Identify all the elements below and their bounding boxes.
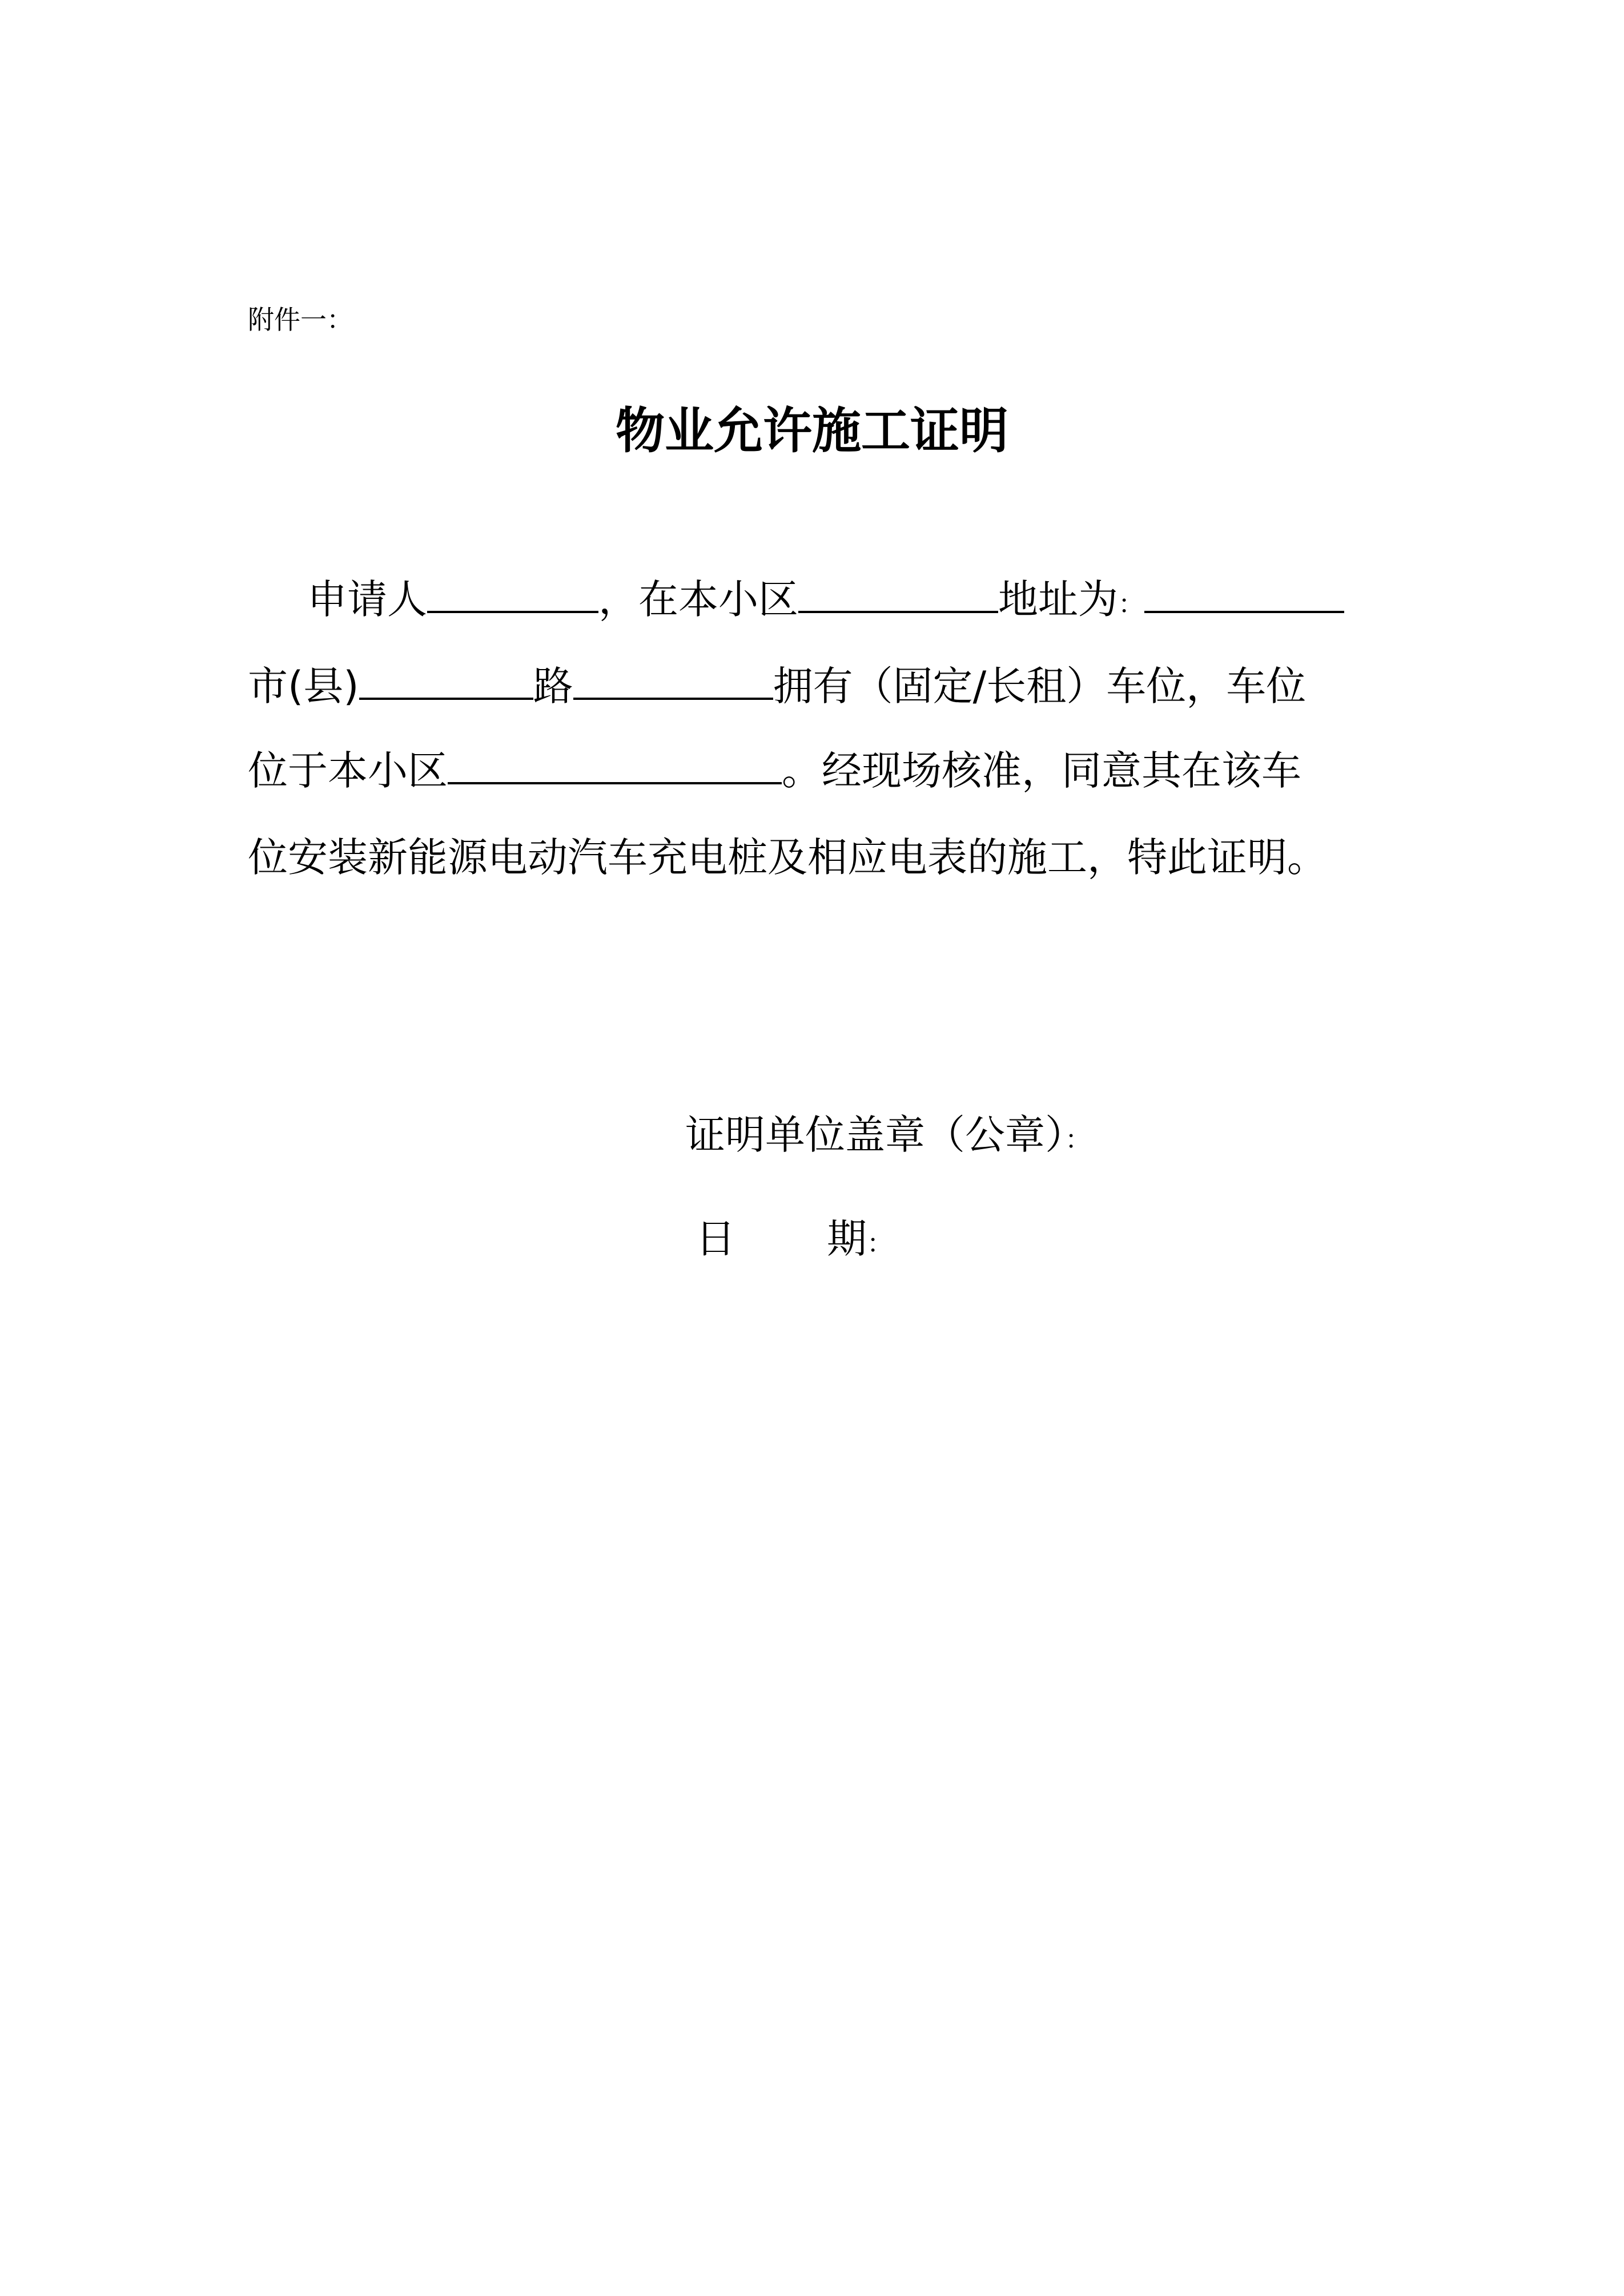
city-blank bbox=[359, 666, 533, 700]
city-label: 市(县) bbox=[248, 663, 359, 710]
body-line-1 bbox=[307, 572, 1344, 631]
road-blank bbox=[573, 666, 773, 700]
date-label-period: 期 bbox=[827, 1215, 867, 1262]
page-title: 物业允许施工证明 bbox=[616, 402, 1008, 460]
body-line-3 bbox=[248, 743, 1301, 798]
applicant-blank bbox=[427, 579, 598, 613]
date-line bbox=[696, 1211, 893, 1271]
road-label: 路 bbox=[533, 663, 573, 710]
seal-label: 证明单位盖章（公章） bbox=[685, 1111, 1065, 1158]
attachment-label: 附件一： bbox=[248, 304, 353, 335]
address-colon: ： bbox=[1118, 589, 1144, 619]
seal-colon: ： bbox=[1065, 1124, 1091, 1155]
in-community-text: ，在本小区 bbox=[598, 576, 798, 623]
address-label: 地址为 bbox=[998, 576, 1118, 623]
location-blank bbox=[448, 750, 782, 784]
address-blank bbox=[1144, 579, 1344, 613]
applicant-label: 申请人 bbox=[307, 576, 427, 623]
body-line-4: 位安装新能源电动汽车充电桩及相应电表的施工，特此证明。 bbox=[248, 834, 1327, 881]
body-line-2 bbox=[248, 659, 1306, 714]
verification-text: 。经现场核准，同意其在该车 bbox=[782, 747, 1301, 794]
date-colon: ： bbox=[867, 1228, 893, 1259]
community-blank bbox=[798, 579, 998, 613]
seal-line bbox=[685, 1107, 1091, 1167]
ownership-text: 拥有（固定/长租）车位，车位 bbox=[773, 663, 1307, 710]
date-label-day: 日 bbox=[696, 1215, 735, 1262]
location-label: 位于本小区 bbox=[248, 747, 448, 794]
